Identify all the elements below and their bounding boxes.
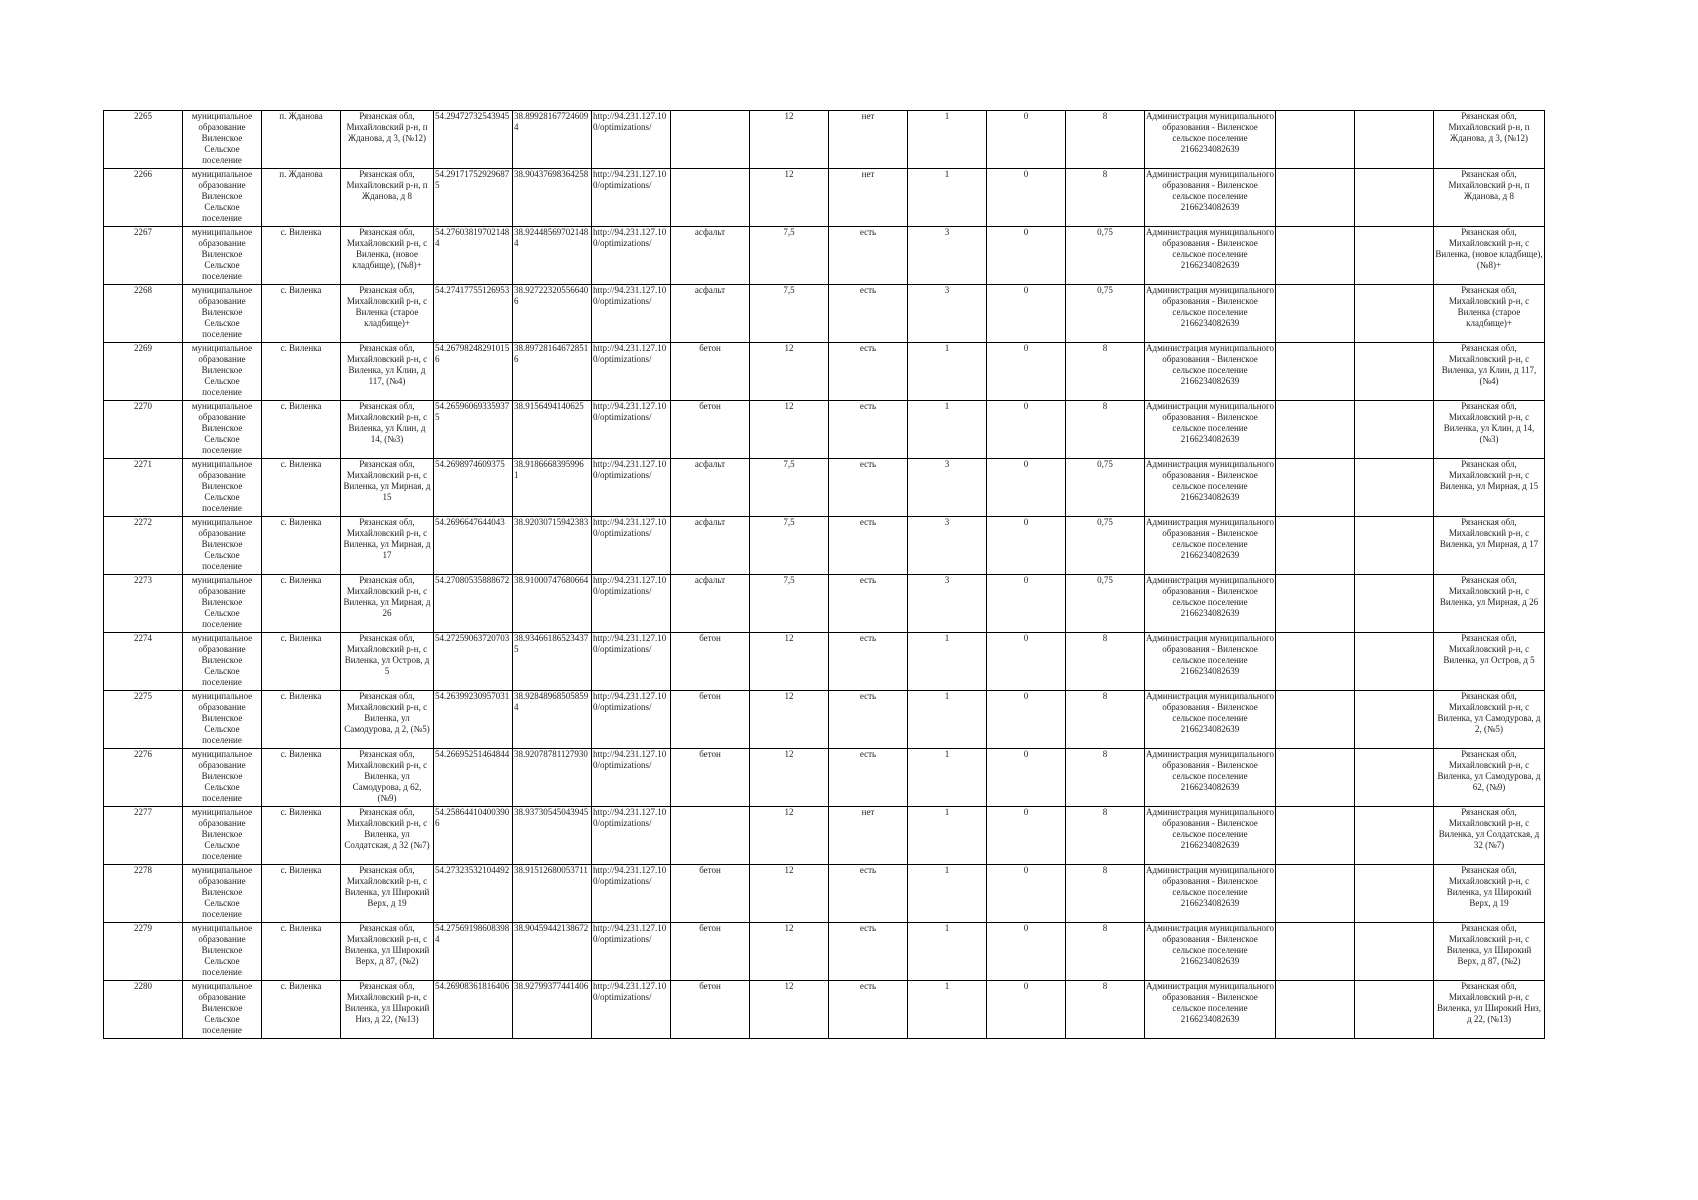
fence-cell: есть: [829, 285, 908, 343]
containers-cell: 3: [908, 517, 987, 575]
link-cell: http://94.231.127.100/optimizations/: [592, 401, 671, 459]
owner-cell: Администрация муниципального образования - Виленское сельское поселение 2166234082639: [1145, 459, 1276, 517]
area-cell: 12: [750, 169, 829, 227]
source-address-cell: Рязанская обл, Михайловский р-н, с Виленка, ул Широкий Верх, д 19: [1434, 865, 1545, 923]
settlement-cell: с. Виленка: [262, 575, 341, 633]
surface-cell: [671, 807, 750, 865]
address-cell: Рязанская обл, Михайловский р-н, п Жданова, д 8: [341, 169, 434, 227]
latitude-cell: 54.26798248291015 6: [434, 343, 513, 401]
source-address-cell: Рязанская обл, Михайловский р-н, с Виленка (старое кладбище)+: [1434, 285, 1545, 343]
fence-cell: есть: [829, 691, 908, 749]
empty-cell: [1276, 575, 1355, 633]
municipality-cell: муниципальное образование Виленское Сельское поселение: [183, 981, 262, 1039]
link-cell: http://94.231.127.100/optimizations/: [592, 575, 671, 633]
link-cell: http://94.231.127.100/optimizations/: [592, 865, 671, 923]
address-cell: Рязанская обл, Михайловский р-н, с Виленка, ул Широкий Верх, д 19: [341, 865, 434, 923]
row-number-cell: 2279: [104, 923, 183, 981]
empty-cell: [1276, 169, 1355, 227]
containers-cell: 1: [908, 169, 987, 227]
link-cell: http://94.231.127.100/optimizations/: [592, 633, 671, 691]
surface-cell: бетон: [671, 691, 750, 749]
planned-containers-cell: 0: [987, 111, 1066, 169]
address-cell: Рязанская обл, Михайловский р-н, с Виленка, ул Остров, д 5: [341, 633, 434, 691]
volume-cell: 8: [1066, 749, 1145, 807]
link-cell: http://94.231.127.100/optimizations/: [592, 111, 671, 169]
latitude-cell: 54.27080535888672: [434, 575, 513, 633]
settlement-cell: п. Жданова: [262, 169, 341, 227]
planned-containers-cell: 0: [987, 633, 1066, 691]
empty-cell: [1355, 401, 1434, 459]
address-cell: Рязанская обл, Михайловский р-н, п Жданова, д 3, (№12): [341, 111, 434, 169]
volume-cell: 8: [1066, 633, 1145, 691]
address-cell: Рязанская обл, Михайловский р-н, с Виленка, ул Солдатская, д 32 (№7): [341, 807, 434, 865]
volume-cell: 8: [1066, 981, 1145, 1039]
empty-cell: [1355, 981, 1434, 1039]
owner-cell: Администрация муниципального образования - Виленское сельское поселение 2166234082639: [1145, 749, 1276, 807]
empty-cell: [1355, 227, 1434, 285]
volume-cell: 8: [1066, 343, 1145, 401]
row-number-cell: 2270: [104, 401, 183, 459]
longitude-cell: 38.92448569702148 4: [513, 227, 592, 285]
area-cell: 7,5: [750, 517, 829, 575]
planned-containers-cell: 0: [987, 401, 1066, 459]
longitude-cell: 38.92030715942383: [513, 517, 592, 575]
surface-cell: асфальт: [671, 227, 750, 285]
owner-cell: Администрация муниципального образования - Виленское сельское поселение 2166234082639: [1145, 633, 1276, 691]
planned-containers-cell: 0: [987, 923, 1066, 981]
row-number-cell: 2269: [104, 343, 183, 401]
containers-cell: 1: [908, 749, 987, 807]
municipality-cell: муниципальное образование Виленское Сельское поселение: [183, 169, 262, 227]
containers-cell: 3: [908, 459, 987, 517]
planned-containers-cell: 0: [987, 169, 1066, 227]
source-address-cell: Рязанская обл, Михайловский р-н, с Виленка, ул Остров, д 5: [1434, 633, 1545, 691]
owner-cell: Администрация муниципального образования - Виленское сельское поселение 2166234082639: [1145, 691, 1276, 749]
empty-cell: [1276, 807, 1355, 865]
volume-cell: 8: [1066, 807, 1145, 865]
volume-cell: 8: [1066, 923, 1145, 981]
empty-cell: [1276, 343, 1355, 401]
latitude-cell: 54.27323532104492: [434, 865, 513, 923]
row-number-cell: 2268: [104, 285, 183, 343]
source-address-cell: Рязанская обл, Михайловский р-н, с Виленка, ул Самодурова, д 2, (№5): [1434, 691, 1545, 749]
fence-cell: есть: [829, 343, 908, 401]
empty-cell: [1276, 459, 1355, 517]
settlement-cell: с. Виленка: [262, 923, 341, 981]
row-number-cell: 2280: [104, 981, 183, 1039]
empty-cell: [1276, 923, 1355, 981]
volume-cell: 8: [1066, 691, 1145, 749]
empty-cell: [1276, 865, 1355, 923]
area-cell: 12: [750, 401, 829, 459]
empty-cell: [1355, 343, 1434, 401]
settlement-cell: с. Виленка: [262, 343, 341, 401]
area-cell: 12: [750, 981, 829, 1039]
containers-cell: 1: [908, 981, 987, 1039]
owner-cell: Администрация муниципального образования - Виленское сельское поселение 2166234082639: [1145, 169, 1276, 227]
source-address-cell: Рязанская обл, Михайловский р-н, с Виленка, ул Клин, д 14, (№3): [1434, 401, 1545, 459]
surface-cell: асфальт: [671, 285, 750, 343]
surface-cell: бетон: [671, 749, 750, 807]
source-address-cell: Рязанская обл, Михайловский р-н, с Виленка, ул Клин, д 117, (№4): [1434, 343, 1545, 401]
planned-containers-cell: 0: [987, 981, 1066, 1039]
owner-cell: Администрация муниципального образования - Виленское сельское поселение 2166234082639: [1145, 401, 1276, 459]
latitude-cell: 54.26596069335937 5: [434, 401, 513, 459]
table-row: [104, 807, 1545, 865]
empty-cell: [1355, 923, 1434, 981]
row-number-cell: 2276: [104, 749, 183, 807]
table-row: [104, 633, 1545, 691]
latitude-cell: 54.27603819702148 4: [434, 227, 513, 285]
area-cell: 12: [750, 691, 829, 749]
containers-cell: 1: [908, 343, 987, 401]
longitude-cell: 38.92722320556640 6: [513, 285, 592, 343]
surface-cell: бетон: [671, 923, 750, 981]
empty-cell: [1355, 691, 1434, 749]
row-number-cell: 2266: [104, 169, 183, 227]
settlement-cell: с. Виленка: [262, 517, 341, 575]
municipality-cell: муниципальное образование Виленское Сельское поселение: [183, 575, 262, 633]
area-cell: 12: [750, 923, 829, 981]
surface-cell: асфальт: [671, 517, 750, 575]
containers-cell: 1: [908, 691, 987, 749]
owner-cell: Администрация муниципального образования - Виленское сельское поселение 2166234082639: [1145, 981, 1276, 1039]
fence-cell: есть: [829, 459, 908, 517]
municipality-cell: муниципальное образование Виленское Сельское поселение: [183, 227, 262, 285]
area-cell: 12: [750, 807, 829, 865]
municipality-cell: муниципальное образование Виленское Сельское поселение: [183, 807, 262, 865]
fence-cell: есть: [829, 575, 908, 633]
owner-cell: Администрация муниципального образования - Виленское сельское поселение 2166234082639: [1145, 575, 1276, 633]
fence-cell: есть: [829, 633, 908, 691]
containers-cell: 1: [908, 401, 987, 459]
empty-cell: [1276, 227, 1355, 285]
settlement-cell: с. Виленка: [262, 633, 341, 691]
empty-cell: [1276, 285, 1355, 343]
table-row: [104, 691, 1545, 749]
surface-cell: бетон: [671, 865, 750, 923]
empty-cell: [1276, 981, 1355, 1039]
row-number-cell: 2273: [104, 575, 183, 633]
empty-cell: [1276, 749, 1355, 807]
link-cell: http://94.231.127.100/optimizations/: [592, 285, 671, 343]
municipality-cell: муниципальное образование Виленское Сельское поселение: [183, 865, 262, 923]
volume-cell: 0,75: [1066, 575, 1145, 633]
latitude-cell: 54.25864410400390 6: [434, 807, 513, 865]
empty-cell: [1355, 749, 1434, 807]
planned-containers-cell: 0: [987, 227, 1066, 285]
municipality-cell: муниципальное образование Виленское Сельское поселение: [183, 285, 262, 343]
table-row: [104, 285, 1545, 343]
volume-cell: 8: [1066, 111, 1145, 169]
surface-cell: бетон: [671, 343, 750, 401]
settlement-cell: с. Виленка: [262, 227, 341, 285]
empty-cell: [1276, 633, 1355, 691]
fence-cell: есть: [829, 749, 908, 807]
owner-cell: Администрация муниципального образования - Виленское сельское поселение 2166234082639: [1145, 343, 1276, 401]
settlement-cell: с. Виленка: [262, 749, 341, 807]
link-cell: http://94.231.127.100/optimizations/: [592, 517, 671, 575]
municipality-cell: муниципальное образование Виленское Сельское поселение: [183, 459, 262, 517]
table-row: [104, 981, 1545, 1039]
latitude-cell: 54.26695251464844: [434, 749, 513, 807]
address-cell: Рязанская обл, Михайловский р-н, с Виленка, ул Клин, д 117, (№4): [341, 343, 434, 401]
municipality-cell: муниципальное образование Виленское Сельское поселение: [183, 923, 262, 981]
surface-cell: асфальт: [671, 459, 750, 517]
row-number-cell: 2278: [104, 865, 183, 923]
fence-cell: есть: [829, 981, 908, 1039]
area-cell: 12: [750, 749, 829, 807]
volume-cell: 8: [1066, 865, 1145, 923]
table-row: [104, 865, 1545, 923]
area-cell: 12: [750, 343, 829, 401]
settlement-cell: с. Виленка: [262, 981, 341, 1039]
empty-cell: [1276, 401, 1355, 459]
registry-table: [103, 110, 1545, 1039]
area-cell: 12: [750, 865, 829, 923]
table-row: [104, 169, 1545, 227]
table-row: [104, 343, 1545, 401]
link-cell: http://94.231.127.100/optimizations/: [592, 807, 671, 865]
source-address-cell: Рязанская обл, Михайловский р-н, п Жданова, д 8: [1434, 169, 1545, 227]
source-address-cell: Рязанская обл, Михайловский р-н, с Виленка, (новое кладбище), (№8)+: [1434, 227, 1545, 285]
longitude-cell: 38.9186668395996 1: [513, 459, 592, 517]
latitude-cell: 54.27569198608398 4: [434, 923, 513, 981]
containers-cell: 3: [908, 575, 987, 633]
row-number-cell: 2272: [104, 517, 183, 575]
longitude-cell: 38.92848968505859 4: [513, 691, 592, 749]
address-cell: Рязанская обл, Михайловский р-н, с Виленка (старое кладбище)+: [341, 285, 434, 343]
row-number-cell: 2271: [104, 459, 183, 517]
source-address-cell: Рязанская обл, Михайловский р-н, с Виленка, ул Самодурова, д 62, (№9): [1434, 749, 1545, 807]
volume-cell: 8: [1066, 169, 1145, 227]
link-cell: http://94.231.127.100/optimizations/: [592, 169, 671, 227]
fence-cell: есть: [829, 923, 908, 981]
surface-cell: [671, 169, 750, 227]
address-cell: Рязанская обл, Михайловский р-н, с Виленка, ул Самодурова, д 2, (№5): [341, 691, 434, 749]
empty-cell: [1355, 865, 1434, 923]
area-cell: 12: [750, 111, 829, 169]
row-number-cell: 2265: [104, 111, 183, 169]
fence-cell: есть: [829, 865, 908, 923]
longitude-cell: 38.92799377441406: [513, 981, 592, 1039]
latitude-cell: 54.27259063720703: [434, 633, 513, 691]
empty-cell: [1355, 575, 1434, 633]
area-cell: 12: [750, 633, 829, 691]
address-cell: Рязанская обл, Михайловский р-н, с Виленка, ул Мирная, д 26: [341, 575, 434, 633]
table-row: [104, 575, 1545, 633]
planned-containers-cell: 0: [987, 807, 1066, 865]
owner-cell: Администрация муниципального образования - Виленское сельское поселение 2166234082639: [1145, 285, 1276, 343]
empty-cell: [1355, 633, 1434, 691]
empty-cell: [1355, 807, 1434, 865]
owner-cell: Администрация муниципального образования - Виленское сельское поселение 2166234082639: [1145, 807, 1276, 865]
latitude-cell: 54.29472732543945: [434, 111, 513, 169]
volume-cell: 8: [1066, 401, 1145, 459]
row-number-cell: 2274: [104, 633, 183, 691]
municipality-cell: муниципальное образование Виленское Сельское поселение: [183, 517, 262, 575]
latitude-cell: 54.27417755126953: [434, 285, 513, 343]
owner-cell: Администрация муниципального образования - Виленское сельское поселение 2166234082639: [1145, 517, 1276, 575]
latitude-cell: 54.26908361816406: [434, 981, 513, 1039]
latitude-cell: 54.26399230957031: [434, 691, 513, 749]
link-cell: http://94.231.127.100/optimizations/: [592, 459, 671, 517]
row-number-cell: 2267: [104, 227, 183, 285]
empty-cell: [1355, 285, 1434, 343]
table-row: [104, 459, 1545, 517]
settlement-cell: с. Виленка: [262, 807, 341, 865]
link-cell: http://94.231.127.100/optimizations/: [592, 923, 671, 981]
table-row: [104, 923, 1545, 981]
source-address-cell: Рязанская обл, Михайловский р-н, с Виленка, ул Мирная, д 17: [1434, 517, 1545, 575]
municipality-cell: муниципальное образование Виленское Сельское поселение: [183, 633, 262, 691]
area-cell: 7,5: [750, 575, 829, 633]
area-cell: 7,5: [750, 285, 829, 343]
surface-cell: бетон: [671, 401, 750, 459]
address-cell: Рязанская обл, Михайловский р-н, с Виленка, ул Самодурова, д 62, (№9): [341, 749, 434, 807]
address-cell: Рязанская обл, Михайловский р-н, с Виленка, ул Широкий Верх, д 87, (№2): [341, 923, 434, 981]
planned-containers-cell: 0: [987, 343, 1066, 401]
address-cell: Рязанская обл, Михайловский р-н, с Виленка, ул Клин, д 14, (№3): [341, 401, 434, 459]
municipality-cell: муниципальное образование Виленское Сельское поселение: [183, 691, 262, 749]
owner-cell: Администрация муниципального образования - Виленское сельское поселение 2166234082639: [1145, 111, 1276, 169]
planned-containers-cell: 0: [987, 575, 1066, 633]
longitude-cell: 38.93730545043945: [513, 807, 592, 865]
settlement-cell: с. Виленка: [262, 401, 341, 459]
address-cell: Рязанская обл, Михайловский р-н, с Виленка, ул Мирная, д 15: [341, 459, 434, 517]
fence-cell: есть: [829, 517, 908, 575]
fence-cell: есть: [829, 401, 908, 459]
surface-cell: бетон: [671, 633, 750, 691]
owner-cell: Администрация муниципального образования - Виленское сельское поселение 2166234082639: [1145, 227, 1276, 285]
planned-containers-cell: 0: [987, 285, 1066, 343]
municipality-cell: муниципальное образование Виленское Сельское поселение: [183, 111, 262, 169]
empty-cell: [1355, 169, 1434, 227]
longitude-cell: 38.91512680053711: [513, 865, 592, 923]
settlement-cell: п. Жданова: [262, 111, 341, 169]
longitude-cell: 38.90459442138672: [513, 923, 592, 981]
link-cell: http://94.231.127.100/optimizations/: [592, 749, 671, 807]
latitude-cell: 54.2696647644043: [434, 517, 513, 575]
volume-cell: 0,75: [1066, 285, 1145, 343]
table-row: [104, 227, 1545, 285]
settlement-cell: с. Виленка: [262, 459, 341, 517]
source-address-cell: Рязанская обл, Михайловский р-н, с Виленка, ул Мирная, д 15: [1434, 459, 1545, 517]
table-row: [104, 111, 1545, 169]
containers-cell: 1: [908, 633, 987, 691]
link-cell: http://94.231.127.100/optimizations/: [592, 691, 671, 749]
containers-cell: 1: [908, 807, 987, 865]
empty-cell: [1355, 459, 1434, 517]
area-cell: 7,5: [750, 459, 829, 517]
owner-cell: Администрация муниципального образования - Виленское сельское поселение 2166234082639: [1145, 865, 1276, 923]
table-row: [104, 401, 1545, 459]
address-cell: Рязанская обл, Михайловский р-н, с Виленка, ул Мирная, д 17: [341, 517, 434, 575]
volume-cell: 0,75: [1066, 227, 1145, 285]
planned-containers-cell: 0: [987, 865, 1066, 923]
municipality-cell: муниципальное образование Виленское Сельское поселение: [183, 749, 262, 807]
volume-cell: 0,75: [1066, 459, 1145, 517]
empty-cell: [1276, 691, 1355, 749]
longitude-cell: 38.89728164672851 6: [513, 343, 592, 401]
empty-cell: [1276, 517, 1355, 575]
surface-cell: [671, 111, 750, 169]
containers-cell: 3: [908, 227, 987, 285]
empty-cell: [1355, 111, 1434, 169]
latitude-cell: 54.29171752929687 5: [434, 169, 513, 227]
planned-containers-cell: 0: [987, 459, 1066, 517]
settlement-cell: с. Виленка: [262, 285, 341, 343]
fence-cell: нет: [829, 169, 908, 227]
fence-cell: есть: [829, 227, 908, 285]
settlement-cell: с. Виленка: [262, 865, 341, 923]
fence-cell: нет: [829, 807, 908, 865]
surface-cell: асфальт: [671, 575, 750, 633]
longitude-cell: 38.9156494140625: [513, 401, 592, 459]
link-cell: http://94.231.127.100/optimizations/: [592, 981, 671, 1039]
containers-cell: 1: [908, 865, 987, 923]
planned-containers-cell: 0: [987, 749, 1066, 807]
longitude-cell: 38.899281677246094: [513, 111, 592, 169]
area-cell: 7,5: [750, 227, 829, 285]
link-cell: http://94.231.127.100/optimizations/: [592, 227, 671, 285]
containers-cell: 3: [908, 285, 987, 343]
row-number-cell: 2277: [104, 807, 183, 865]
owner-cell: Администрация муниципального образования - Виленское сельское поселение 2166234082639: [1145, 923, 1276, 981]
table-row: [104, 749, 1545, 807]
municipality-cell: муниципальное образование Виленское Сельское поселение: [183, 401, 262, 459]
latitude-cell: 54.2698974609375: [434, 459, 513, 517]
table-row: [104, 517, 1545, 575]
containers-cell: 1: [908, 923, 987, 981]
source-address-cell: Рязанская обл, Михайловский р-н, с Виленка, ул Широкий Верх, д 87, (№2): [1434, 923, 1545, 981]
longitude-cell: 38.90437698364258: [513, 169, 592, 227]
fence-cell: нет: [829, 111, 908, 169]
empty-cell: [1276, 111, 1355, 169]
link-cell: http://94.231.127.100/optimizations/: [592, 343, 671, 401]
source-address-cell: Рязанская обл, Михайловский р-н, п Жданова, д 3, (№12): [1434, 111, 1545, 169]
municipality-cell: муниципальное образование Виленское Сельское поселение: [183, 343, 262, 401]
containers-cell: 1: [908, 111, 987, 169]
settlement-cell: с. Виленка: [262, 691, 341, 749]
source-address-cell: Рязанская обл, Михайловский р-н, с Виленка, ул Солдатская, д 32 (№7): [1434, 807, 1545, 865]
source-address-cell: Рязанская обл, Михайловский р-н, с Виленка, ул Мирная, д 26: [1434, 575, 1545, 633]
planned-containers-cell: 0: [987, 517, 1066, 575]
address-cell: Рязанская обл, Михайловский р-н, с Виленка, ул Широкий Низ, д 22, (№13): [341, 981, 434, 1039]
empty-cell: [1355, 517, 1434, 575]
longitude-cell: 38.92078781127930: [513, 749, 592, 807]
row-number-cell: 2275: [104, 691, 183, 749]
longitude-cell: 38.93466186523437 5: [513, 633, 592, 691]
planned-containers-cell: 0: [987, 691, 1066, 749]
volume-cell: 0,75: [1066, 517, 1145, 575]
registry-body: [104, 111, 1545, 1039]
surface-cell: бетон: [671, 981, 750, 1039]
longitude-cell: 38.91000747680664: [513, 575, 592, 633]
address-cell: Рязанская обл, Михайловский р-н, с Виленка, (новое кладбище), (№8)+: [341, 227, 434, 285]
source-address-cell: Рязанская обл, Михайловский р-н, с Виленка, ул Широкий Низ, д 22, (№13): [1434, 981, 1545, 1039]
